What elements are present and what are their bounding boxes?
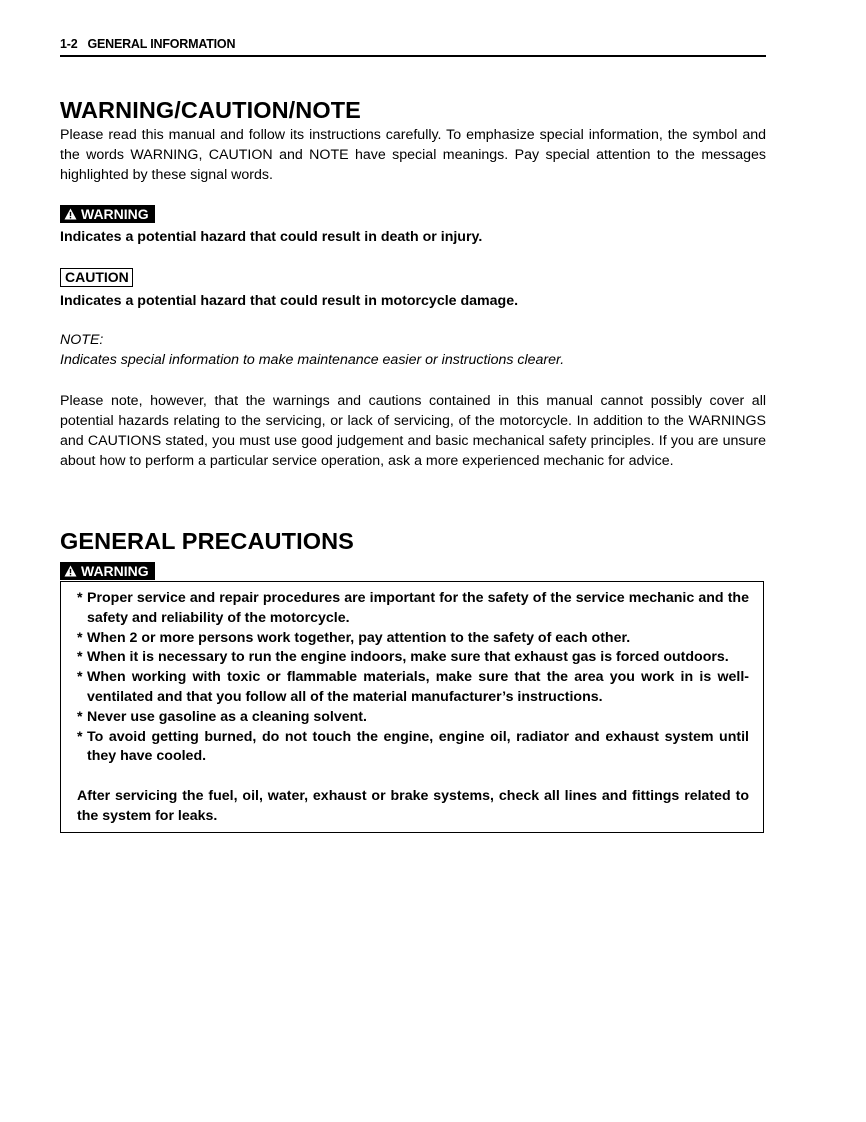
list-item-text: To avoid getting burned, do not touch the engine, engine oil, radiator and exhaust system until they have cooled. bbox=[87, 728, 749, 765]
list-item-text: When 2 or more persons work together, pay attention to the safety of each other. bbox=[87, 629, 631, 646]
list-item-text: Never use gasoline as a cleaning solvent. bbox=[87, 708, 367, 725]
precautions-warning-box bbox=[60, 581, 764, 833]
asterisk-bullet: * bbox=[77, 649, 83, 666]
precautions-list bbox=[77, 589, 749, 767]
caution-badge bbox=[60, 268, 133, 287]
precautions-final-note: After servicing the fuel, oil, water, exhaust or brake systems, check all lines and fittings related to the system for leaks. bbox=[77, 788, 749, 824]
section-title-general-precautions: GENERAL PRECAUTIONS bbox=[60, 528, 354, 554]
list-item-text: When it is necessary to run the engine indoors, make sure that exhaust gas is forced outdoors. bbox=[87, 649, 729, 666]
list-item bbox=[77, 629, 749, 649]
caution-definition: Indicates a potential hazard that could result in motorcycle damage. bbox=[60, 293, 519, 309]
asterisk-bullet: * bbox=[77, 590, 83, 606]
warning-triangle-icon bbox=[64, 565, 77, 577]
running-header bbox=[60, 37, 766, 51]
intro-paragraph: Please read this manual and follow its instructions carefully. To emphasize special information, the symbol and the words WARNING, CAUTION and NOTE have special meanings. Pay special attention to the messages highlighted by these signal words. bbox=[60, 127, 766, 183]
precautions-warning-badge bbox=[60, 562, 155, 580]
asterisk-bullet: * bbox=[77, 728, 83, 745]
list-item-text: Proper service and repair procedures are important for the safety of the service mechanic and the safety and reliability of the motorcycle. bbox=[87, 590, 749, 626]
caution-badge-label: CAUTION bbox=[65, 269, 129, 285]
page-number: 1-2 bbox=[60, 37, 78, 51]
asterisk-bullet: * bbox=[77, 708, 83, 725]
list-item bbox=[77, 728, 749, 768]
list-item bbox=[77, 589, 749, 629]
section-name: GENERAL INFORMATION bbox=[87, 37, 236, 51]
list-item bbox=[77, 708, 749, 728]
warning-triangle-icon bbox=[64, 208, 77, 220]
section-title-warning-caution-note: WARNING/CAUTION/NOTE bbox=[60, 97, 361, 123]
warning-definition: Indicates a potential hazard that could result in death or injury. bbox=[60, 229, 483, 245]
closing-paragraph: Please note, however, that the warnings and cautions contained in this manual cannot possibly cover all potential hazards relating to the servicing, or lack of servicing, of the motorcycle. In addition to the WARNINGS and CAUTIONS stated, you must use good judgement and basic mechanical safety principles. If you are unsure about how to perform a particular service operation, ask a more experienced mechanic for advice. bbox=[60, 393, 766, 469]
note-label: NOTE: bbox=[60, 332, 104, 348]
header-rule bbox=[60, 55, 766, 57]
note-definition: Indicates special information to make maintenance easier or instructions clearer. bbox=[60, 352, 565, 368]
warning-badge bbox=[60, 205, 155, 223]
asterisk-bullet: * bbox=[77, 629, 83, 646]
list-item bbox=[77, 648, 749, 668]
warning-badge-label: WARNING bbox=[81, 206, 149, 222]
warning-badge-label: WARNING bbox=[81, 563, 149, 579]
list-item bbox=[77, 668, 749, 708]
list-item-text: When working with toxic or flammable materials, make sure that the area you work in is well-ventilated and that you follow all of the material manufacturer’s instructions. bbox=[87, 669, 749, 705]
asterisk-bullet: * bbox=[77, 669, 83, 686]
